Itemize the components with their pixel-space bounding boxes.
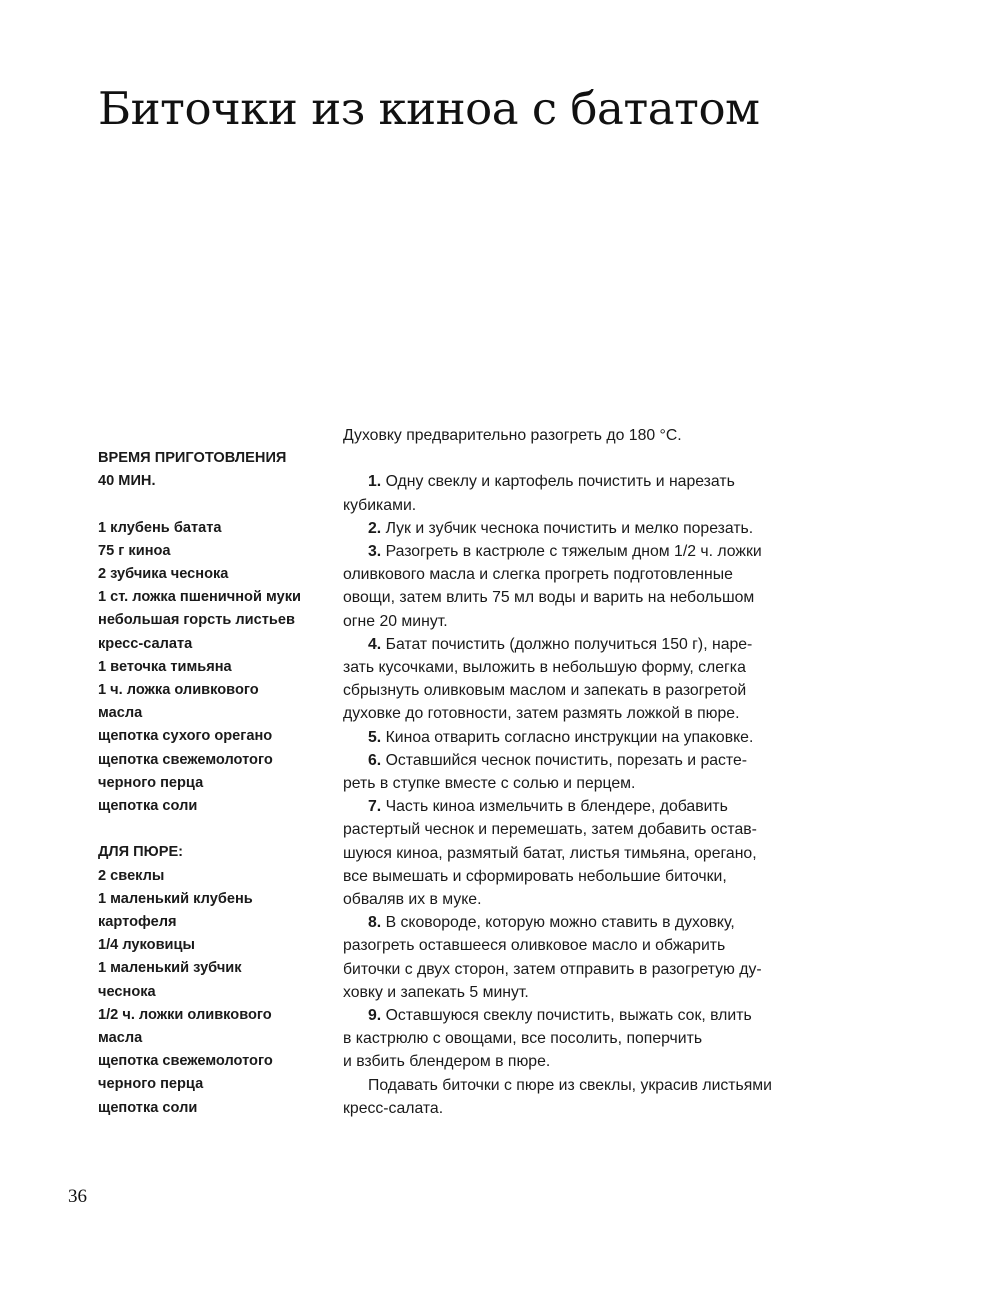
step-number: 8.	[368, 914, 382, 932]
step-text: Батат почистить (должно получиться 150 г), наре-	[381, 635, 753, 653]
step-text: Киноа отварить согласно инструкции на упаковке.	[381, 728, 754, 746]
method-line	[343, 679, 813, 702]
ingredient-line: 1 ст. ложка пшеничной муки	[98, 589, 301, 606]
step-text: огне 20 минут.	[343, 612, 448, 630]
ingredient-line: щепотка соли	[98, 1099, 198, 1116]
method-line	[343, 563, 813, 586]
ingredient-line: ДЛЯ ПЮРЕ:	[98, 844, 184, 861]
method-line	[343, 818, 813, 841]
method-line	[343, 795, 813, 818]
method-line	[343, 702, 813, 725]
ingredient-line: 1 маленький клубень	[98, 890, 253, 907]
method-line	[343, 1027, 813, 1050]
ingredient-line: 1 маленький зубчик	[98, 960, 242, 977]
method-spacer	[343, 447, 813, 470]
step-number: 6.	[368, 751, 382, 769]
step-text: ховку и запекать 5 минут.	[343, 983, 529, 1001]
ingredient-line: 1 клубень батата	[98, 519, 222, 536]
method-line	[343, 772, 813, 795]
ingredient-line: небольшая горсть листьев	[98, 612, 295, 629]
step-number: 4.	[368, 635, 382, 653]
step-number: 3.	[368, 543, 382, 560]
step-text: оливкового масла и слегка прогреть подготовленные	[343, 566, 733, 584]
ingredients-spacer	[98, 493, 323, 516]
method-intro: Духовку предварительно разогреть до 180 °C.	[343, 427, 682, 444]
method-line	[343, 517, 813, 540]
step-text: разогреть оставшееся оливковое масло и обжарить	[343, 937, 726, 955]
method-line	[343, 470, 813, 493]
ingredient-line: черного перца	[98, 1076, 204, 1093]
step-text: овощи, затем влить 75 мл воды и варить на небольшом	[343, 589, 755, 607]
step-text: в кастрюлю с овощами, все посолить, поперчить	[343, 1030, 703, 1048]
method-line	[343, 888, 813, 911]
method-line	[343, 610, 813, 633]
method-line	[343, 1004, 813, 1027]
step-text: Одну свеклу и картофель почистить и нарезать	[381, 473, 735, 491]
step-text: и взбить блендером в пюре.	[343, 1053, 551, 1071]
page-number: 36	[68, 1186, 87, 1207]
ingredient-line: кресс-салата	[98, 635, 193, 652]
method-line	[343, 633, 813, 656]
ingredient-line: 40 МИН.	[98, 473, 156, 490]
step-text: все вымешать и сформировать небольшие биточки,	[343, 867, 727, 885]
step-number: 9.	[368, 1007, 382, 1025]
method-line	[343, 656, 813, 679]
step-text: растертый чеснок и перемешать, затем добавить остав-	[343, 821, 757, 839]
ingredient-line: 1/4 луковицы	[98, 937, 195, 954]
step-text: кресс-салата.	[343, 1099, 444, 1117]
method-line	[343, 540, 813, 563]
step-text: биточки с двух сторон, затем отправить в разогретую ду-	[343, 960, 762, 978]
ingredient-line: картофеля	[98, 914, 177, 931]
step-text: Оставшуюся свеклу почистить, выжать сок, влить	[381, 1007, 752, 1025]
method-line	[343, 749, 813, 772]
step-text: Подавать биточки с пюре из свеклы, украсив листьями	[368, 1076, 772, 1094]
ingredient-line: масла	[98, 705, 143, 722]
step-text: зать кусочками, выложить в небольшую форму, слегка	[343, 659, 746, 677]
ingredient-line: щепотка сухого орегано	[98, 728, 273, 745]
method-line	[343, 911, 813, 934]
step-number: 2.	[368, 519, 382, 537]
ingredient-line: ВРЕМЯ ПРИГОТОВЛЕНИЯ	[98, 450, 287, 466]
step-number: 1.	[368, 473, 382, 491]
method-line	[343, 842, 813, 865]
ingredient-line: 2 свеклы	[98, 867, 165, 884]
ingredient-line: 1 веточка тимьяна	[98, 658, 232, 675]
ingredient-line: 1 ч. ложка оливкового	[98, 682, 259, 699]
ingredient-line: чеснока	[98, 983, 156, 1000]
method-line	[343, 958, 813, 981]
step-text: сбрызнуть оливковым маслом и запекать в разогретой	[343, 682, 747, 700]
page-title: Биточки из киноа с бататом	[98, 82, 760, 135]
ingredient-line: 2 зубчика чеснока	[98, 566, 229, 582]
ingredient-line: 75 г киноа	[98, 542, 171, 559]
ingredients-spacer	[98, 818, 323, 841]
step-text: В сковороде, которую можно ставить в духовку,	[381, 914, 735, 932]
method-line	[343, 1050, 813, 1073]
method-column	[343, 424, 813, 1120]
step-number: 7.	[368, 798, 382, 816]
step-text: духовке до готовности, затем размять ложкой в пюре.	[343, 705, 740, 723]
ingredient-line: масла	[98, 1030, 143, 1047]
method-line	[343, 981, 813, 1004]
method-line	[343, 934, 813, 957]
method-line	[343, 1097, 813, 1120]
ingredient-line: 1/2 ч. ложки оливкового	[98, 1006, 272, 1023]
step-number: 5.	[368, 728, 382, 746]
ingredient-line: щепотка свежемолотого	[98, 1053, 273, 1070]
ingredient-line: щепотка свежемолотого	[98, 751, 273, 768]
step-text: шуюся киноа, размятый батат, листья тимьяна, орегано,	[343, 844, 757, 862]
ingredients-column	[98, 447, 323, 1120]
ingredient-line: щепотка соли	[98, 798, 198, 815]
method-line	[343, 726, 813, 749]
method-line	[343, 494, 813, 517]
step-text: кубиками.	[343, 496, 417, 514]
step-text: реть в ступке вместе с солью и перцем.	[343, 775, 636, 793]
method-line	[343, 1074, 813, 1097]
method-line	[343, 586, 813, 609]
step-text: Разогреть в кастрюле с тяжелым дном 1/2 ч. ложки	[381, 543, 762, 560]
ingredient-line: черного перца	[98, 774, 204, 791]
method-line	[343, 865, 813, 888]
step-text: обваляв их в муке.	[343, 891, 482, 909]
step-text: Лук и зубчик чеснока почистить и мелко порезать.	[381, 519, 754, 537]
step-text: Оставшийся чеснок почистить, порезать и расте-	[381, 751, 748, 769]
step-text: Часть киноа измельчить в блендере, добавить	[381, 798, 728, 816]
